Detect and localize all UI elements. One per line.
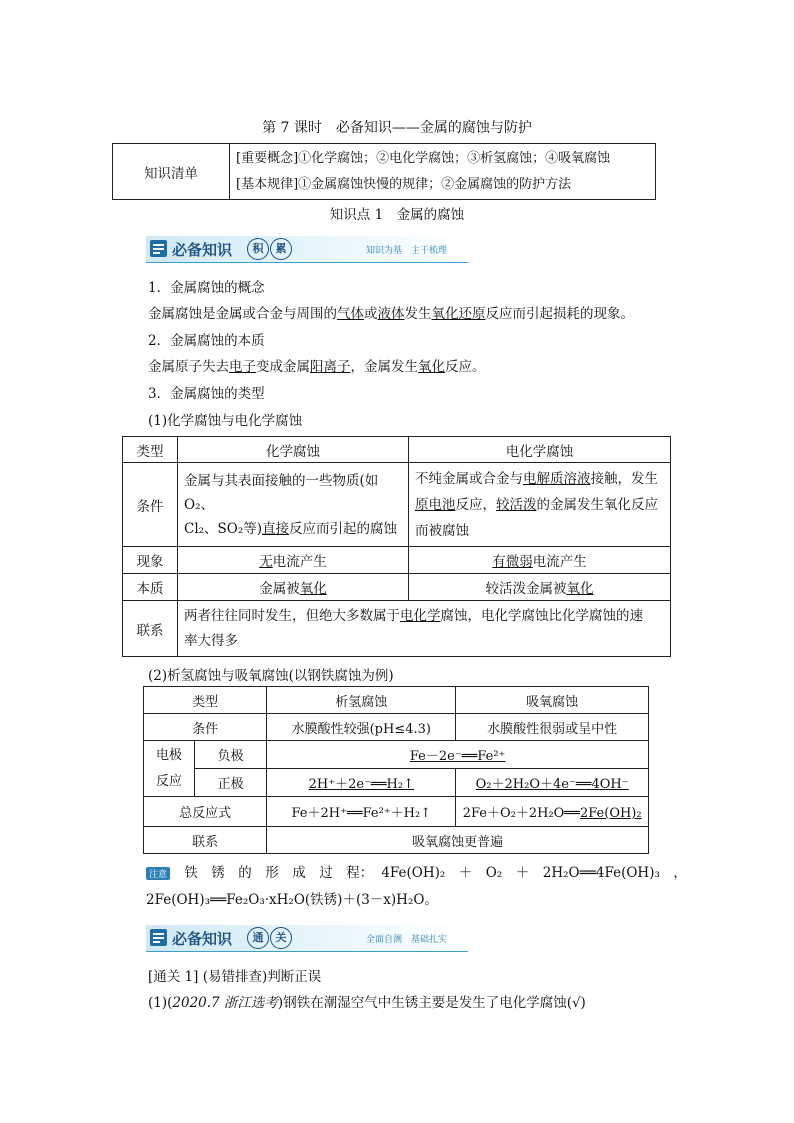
- cond-electrochemical: 不纯金属或合金与电解质溶液接触，发生 原电池反应，较活泼的金属发生氧化反应 而被腐蚀: [409, 463, 671, 547]
- blank-cation: 阳离子: [310, 359, 351, 375]
- banner-subtitle: 知识为基 主干梳理: [366, 246, 448, 256]
- th-chemical: 化学腐蚀: [178, 437, 409, 463]
- page-title: 第 7 课时 必备知识——金属的腐蚀与防护: [262, 120, 532, 136]
- phen-electrochemical: 有微弱电流产生: [409, 547, 671, 574]
- pass-question-1: (1)(2020.7 浙江选考)钢铁在潮湿空气中生锈主要是发生了电化学腐蚀(√): [148, 995, 586, 1011]
- checklist-label: 知识清单: [113, 144, 230, 200]
- essential-knowledge-pass-banner: [146, 925, 468, 953]
- row-relation-2: 联系: [144, 827, 267, 854]
- row-electrode: 电极 反应: [144, 741, 195, 797]
- blank-redox: 氧化还原: [431, 306, 486, 322]
- row-total: 总反应式: [144, 797, 267, 827]
- blank-oxidation: 氧化: [418, 359, 445, 375]
- knowledge-point-heading: 知识点 1 金属的腐蚀: [329, 207, 465, 223]
- book-icon: [150, 929, 167, 946]
- th-hydrogen: 析氢腐蚀: [267, 687, 456, 714]
- row-relation: 联系: [123, 601, 178, 657]
- banner-badge-tong: 通: [247, 927, 269, 949]
- book-icon: [150, 240, 167, 257]
- row-phenomenon: 现象: [123, 547, 178, 574]
- banner-label: 必备知识: [172, 241, 233, 259]
- cond-hydrogen: 水膜酸性较强(pH≤4.3): [267, 714, 456, 741]
- th-oxygen: 吸氧腐蚀: [456, 687, 649, 714]
- row-negative: 负极: [195, 741, 267, 769]
- checklist-line-concepts: [重要概念]①化学腐蚀；②电化学腐蚀；③析氢腐蚀；④吸氧腐蚀: [236, 150, 611, 166]
- th-type-2: 类型: [144, 687, 267, 714]
- ess-chemical: 金属被氧化: [178, 574, 409, 601]
- hydrogen-vs-oxygen-table: [143, 686, 649, 854]
- banner-badge-ji: 积: [247, 238, 269, 260]
- positive-oxygen: O₂＋2H₂O＋4e⁻══4OH⁻: [456, 769, 649, 797]
- section-3-heading: 3．金属腐蚀的类型: [148, 386, 265, 402]
- row-positive: 正极: [195, 769, 267, 797]
- ess-electrochemical: 较活泼金属被氧化: [409, 574, 671, 601]
- blank-liquid: 液体: [377, 306, 405, 322]
- section-2-text: 金属原子失去电子变成金属阳离子，金属发生氧化反应。: [148, 359, 486, 375]
- row-condition-2: 条件: [144, 714, 267, 741]
- banner-badge-lei: 累: [270, 238, 292, 260]
- section-1-heading: 1．金属腐蚀的概念: [148, 280, 265, 296]
- phen-chemical: 无电流产生: [178, 547, 409, 574]
- relation-text: 两者往往同时发生，但绝大多数属于电化学腐蚀，电化学腐蚀比化学腐蚀的速 率大得多: [178, 601, 671, 657]
- note-line-2: 2Fe(OH)₃══Fe₂O₃·xH₂O(铁锈)＋(3－x)H₂O。: [146, 892, 438, 908]
- section-2-heading: 2．金属腐蚀的本质: [148, 333, 265, 349]
- row-condition: 条件: [123, 463, 178, 547]
- chem-vs-electrochem-table: [122, 436, 671, 657]
- total-oxygen: 2Fe＋O₂＋2H₂O══2Fe(OH)₂: [456, 797, 649, 827]
- question-source: 2020.7 浙江选考: [172, 995, 278, 1011]
- banner-label: 必备知识: [172, 930, 233, 948]
- blank-gas: 气体: [337, 306, 364, 322]
- note-line-1: 注意 铁 锈 的 形 成 过 程： 4Fe(OH)₂ ＋ O₂ ＋ 2H₂O══4Fe(OH)₃ ，: [146, 861, 666, 881]
- knowledge-checklist: [112, 143, 656, 200]
- section-1-text: 金属腐蚀是金属或合金与周围的气体或液体发生氧化还原反应而引起损耗的现象。: [148, 306, 634, 322]
- banner-subtitle: 全面自测 基础扎实: [366, 935, 448, 945]
- row-essence: 本质: [123, 574, 178, 601]
- checklist-content: [230, 144, 656, 200]
- banner-badge-guan: 关: [270, 927, 292, 949]
- relation-text-2: 吸氧腐蚀更普遍: [267, 827, 649, 854]
- banner-underline: [146, 951, 468, 952]
- total-hydrogen: Fe＋2H⁺══Fe²⁺＋H₂↑: [267, 797, 456, 827]
- banner-underline: [146, 262, 468, 263]
- blank-electron: 电子: [229, 359, 256, 375]
- section-3-sub2: (2)析氢腐蚀与吸氧腐蚀(以钢铁腐蚀为例): [148, 668, 394, 684]
- pass-heading: [通关 1] (易错排查)判断正误: [148, 969, 322, 985]
- cond-chemical: 金属与其表面接触的一些物质(如O₂、 Cl₂、SO₂等)直接反应而引起的腐蚀: [178, 463, 409, 547]
- negative-reaction: Fe－2e⁻══Fe²⁺: [267, 741, 649, 769]
- cond-oxygen: 水膜酸性很弱或呈中性: [456, 714, 649, 741]
- th-electrochemical: 电化学腐蚀: [409, 437, 671, 463]
- positive-hydrogen: 2H⁺＋2e⁻══H₂↑: [267, 769, 456, 797]
- note-tag: 注意: [146, 867, 170, 880]
- section-3-sub1: (1)化学腐蚀与电化学腐蚀: [148, 413, 303, 429]
- checklist-line-rules: [基本规律]①金属腐蚀快慢的规律；②金属腐蚀的防护方法: [236, 176, 572, 192]
- th-type: 类型: [123, 437, 178, 463]
- essential-knowledge-banner: [146, 236, 468, 264]
